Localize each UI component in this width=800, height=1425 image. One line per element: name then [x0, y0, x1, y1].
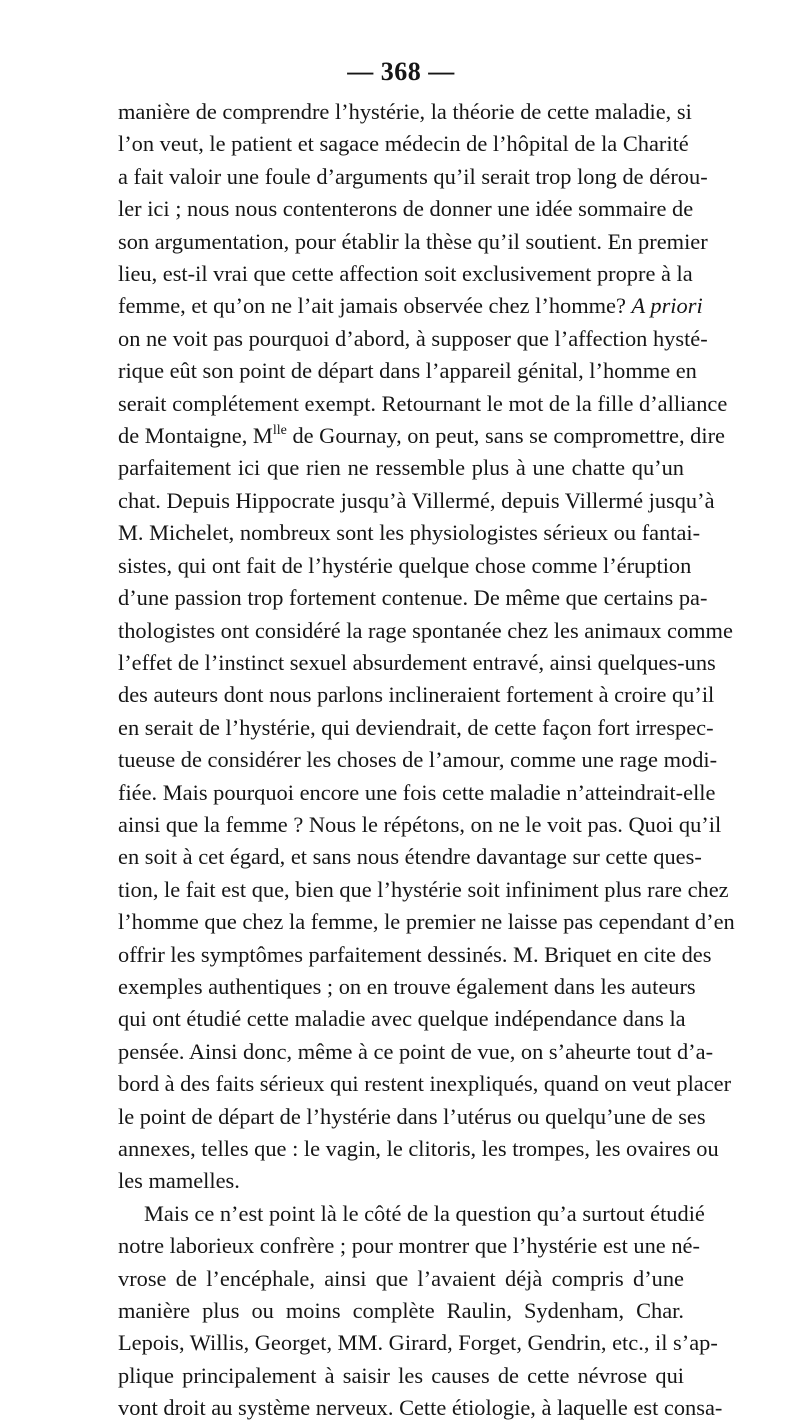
- text-line: sistes, qui ont fait de l’hystérie quelque chose comme l’éruption: [118, 552, 692, 578]
- text-line: les mamelles.: [118, 1168, 240, 1194]
- text-line: ainsi que la femme ? Nous le répétons, on ne le voit pas. Quoi qu’il: [118, 811, 722, 837]
- text-line: ler ici ; nous nous contenterons de donner une idée sommaire de: [118, 196, 694, 222]
- body-text: [118, 96, 735, 1425]
- text-line: a fait valoir une foule d’arguments qu’il serait trop long de dérou-: [118, 163, 708, 189]
- text-line: Mais ce n’est point là le côté de la question qu’a surtout étudié: [144, 1200, 705, 1226]
- text-line: pensée. Ainsi donc, même à ce point de vue, on s’aheurte tout d’a-: [118, 1038, 714, 1064]
- text-line: manière de comprendre l’hystérie, la théorie de cette maladie, si: [118, 99, 692, 124]
- paragraph: [118, 96, 735, 1198]
- text-line: thologistes ont considéré la rage spontanée chez les animaux comme: [118, 617, 733, 643]
- text-line: exemples authentiques ; on en trouve également dans les auteurs: [118, 973, 696, 999]
- text-line: de Montaigne, $M^{lle}$ de Gournay, on peut, sans se compromettre, dire: [118, 423, 725, 449]
- text-line: serait complétement exempt. Retournant le mot de la fille d’alliance: [118, 390, 728, 416]
- text-line: vont droit au système nerveux. Cette étiologie, à laquelle est consa-: [118, 1395, 723, 1421]
- text-line: lieu, est-il vrai que cette affection soit exclusivement propre à la: [118, 261, 693, 287]
- text-line: des auteurs dont nous parlons inclineraient fortement à croire qu’il: [118, 682, 715, 708]
- text-line: l’on veut, le patient et sagace médecin de l’hôpital de la Charité: [118, 131, 689, 157]
- text-line: qui ont étudié cette maladie avec quelque indépendance dans la: [118, 1006, 686, 1032]
- text-line: tueuse de considérer les choses de l’amour, comme une rage modi-: [118, 747, 718, 773]
- text-line: l’homme que chez la femme, le premier ne laisse pas cependant d’en: [118, 909, 735, 935]
- text-line: d’une passion trop fortement contenue. De même que certains pa-: [118, 585, 708, 611]
- text-line: l’effet de l’instinct sexuel absurdement entravé, ainsi quelques-uns: [118, 649, 716, 675]
- text-line: le point de départ de l’hystérie dans l’utérus ou quelqu’une de ses: [118, 1103, 706, 1129]
- text-line: chat. Depuis Hippocrate jusqu’à Villermé, depuis Villermé jusqu’à: [118, 487, 715, 513]
- text-line: femme, et qu’on ne l’ait jamais observée chez l’homme? A priori: [118, 293, 703, 319]
- text-line: fiée. Mais pourquoi encore une fois cette maladie n’atteindrait-elle: [118, 779, 716, 805]
- text-line: en soit à cet égard, et sans nous étendre davantage sur cette ques-: [118, 844, 702, 870]
- text-line: on ne voit pas pourquoi d’abord, à supposer que l’affection hysté-: [118, 325, 708, 351]
- text-line: son argumentation, pour établir la thèse qu’il soutient. En premier: [118, 228, 708, 254]
- text-line: annexes, telles que : le vagin, le clitoris, les trompes, les ovaires ou: [118, 1136, 719, 1161]
- paragraph: [118, 1198, 723, 1425]
- text-line: M. Michelet, nombreux sont les physiologistes sérieux ou fantai-: [118, 520, 701, 546]
- text-line: rique eût son point de départ dans l’appareil génital, l’homme en: [118, 358, 697, 384]
- text-line: notre laborieux confrère ; pour montrer que l’hystérie est une né-: [118, 1233, 700, 1259]
- text-line: en serait de l’hystérie, qui deviendrait, de cette façon fort irrespec-: [118, 714, 714, 740]
- text-line: parfaitement ici que rien ne ressemble plus à une chatte qu’un: [118, 455, 684, 481]
- page-number: — 368 —: [347, 57, 455, 86]
- text-line: vrose de l’encéphale, ainsi que l’avaient déjà compris d’une: [118, 1265, 684, 1291]
- text-line: tion, le fait est que, bien que l’hystérie soit infiniment plus rare chez: [118, 876, 729, 902]
- text-line: offrir les symptômes parfaitement dessinés. M. Briquet en cite des: [118, 941, 712, 967]
- text-line: plique principalement à saisir les causes de cette névrose qui: [118, 1362, 684, 1388]
- book-page: [118, 56, 735, 1425]
- text-line: manière plus ou moins complète Raulin, Sydenham, Char.: [118, 1298, 684, 1324]
- text-line: bord à des faits sérieux qui restent inexpliqués, quand on veut placer: [118, 1071, 732, 1097]
- text-line: Lepois, Willis, Georget, MM. Girard, Forget, Gendrin, etc., il s’ap-: [118, 1330, 718, 1356]
